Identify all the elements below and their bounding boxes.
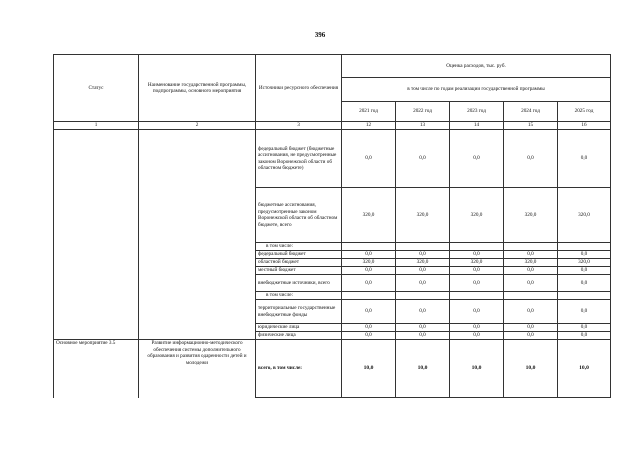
value-cell	[450, 243, 504, 251]
page-number: 396	[314, 31, 326, 39]
source-cell: в том числе:	[256, 243, 342, 251]
source-cell: местный бюджет	[256, 267, 342, 275]
source-cell: всего, в том числе:	[256, 340, 342, 398]
value-cell: 0,0	[396, 267, 450, 275]
source-cell: внебюджетные источники, всего	[256, 275, 342, 292]
value-cell: 0,0	[558, 332, 611, 340]
column-number: 16	[558, 122, 611, 130]
value-cell: 0,0	[450, 332, 504, 340]
value-cell: 0,0	[504, 324, 558, 332]
value-cell: 0,0	[558, 300, 611, 324]
value-cell: 0,0	[558, 251, 611, 259]
value-cell: 0,0	[558, 324, 611, 332]
value-cell: 0,0	[396, 251, 450, 259]
value-cell: 0,0	[342, 324, 396, 332]
value-cell: 0,0	[504, 275, 558, 292]
value-cell: 10,0	[450, 340, 504, 398]
value-cell	[504, 243, 558, 251]
name-cell: Развитие информационно-методического обеспечения системы дополнительного образования и развития одаренности детей и молодежи	[139, 340, 256, 398]
value-cell: 0,0	[504, 130, 558, 188]
header-year: 2024 год	[504, 102, 558, 122]
table-row	[54, 340, 611, 398]
source-cell: бюджетные ассигнования, предусмотренные законом Воронежской области об областном бюджете, всего	[256, 188, 342, 243]
header-estimate: Оценка расходов, тыс. руб.	[342, 55, 611, 78]
value-cell: 320,0	[558, 188, 611, 243]
value-cell	[396, 243, 450, 251]
value-cell: 0,0	[396, 324, 450, 332]
value-cell: 320,0	[504, 259, 558, 267]
value-cell: 320,0	[396, 188, 450, 243]
source-cell: территориальные государственные внебюджетные фонды	[256, 300, 342, 324]
header-sources: Источники ресурсного обеспечения	[256, 55, 342, 122]
header-status: Статус	[54, 55, 139, 122]
status-cell-empty	[54, 130, 139, 340]
value-cell	[450, 292, 504, 300]
header-year: 2021 год	[342, 102, 396, 122]
value-cell	[342, 243, 396, 251]
column-number: 2	[139, 122, 256, 130]
value-cell: 0,0	[450, 324, 504, 332]
value-cell: 0,0	[450, 267, 504, 275]
value-cell: 320,0	[504, 188, 558, 243]
value-cell: 0,0	[396, 300, 450, 324]
value-cell	[504, 292, 558, 300]
value-cell: 320,0	[342, 259, 396, 267]
value-cell: 320,0	[396, 259, 450, 267]
value-cell: 0,0	[504, 300, 558, 324]
source-cell: федеральный бюджет (бюджетные ассигнования, не предусмотренные законом Воронежской области об областном бюджете)	[256, 130, 342, 188]
value-cell: 0,0	[342, 267, 396, 275]
column-number: 1	[54, 122, 139, 130]
source-cell: в том числе:	[256, 292, 342, 300]
header-name: Наименование государственной программы, подпрограммы, основного мероприятия	[139, 55, 256, 122]
source-cell: областной бюджет	[256, 259, 342, 267]
value-cell: 320,0	[450, 188, 504, 243]
value-cell: 0,0	[558, 275, 611, 292]
value-cell: 0,0	[396, 275, 450, 292]
value-cell: 0,0	[450, 275, 504, 292]
value-cell	[342, 292, 396, 300]
value-cell: 0,0	[342, 130, 396, 188]
header-year: 2025 год	[558, 102, 611, 122]
source-cell: федеральный бюджет	[256, 251, 342, 259]
value-cell: 0,0	[396, 332, 450, 340]
value-cell: 0,0	[558, 267, 611, 275]
header-year: 2022 год	[396, 102, 450, 122]
table-row	[54, 130, 611, 188]
column-number: 14	[450, 122, 504, 130]
value-cell: 0,0	[342, 332, 396, 340]
source-cell: физические лица	[256, 332, 342, 340]
value-cell: 0,0	[450, 300, 504, 324]
column-number: 3	[256, 122, 342, 130]
value-cell: 10,0	[504, 340, 558, 398]
status-cell: Основное мероприятие 3.5	[54, 340, 139, 398]
value-cell: 0,0	[342, 300, 396, 324]
value-cell: 0,0	[342, 275, 396, 292]
value-cell: 320,0	[342, 188, 396, 243]
column-number: 13	[396, 122, 450, 130]
resource-table	[53, 54, 611, 398]
value-cell: 10,0	[396, 340, 450, 398]
value-cell	[558, 243, 611, 251]
value-cell: 0,0	[396, 130, 450, 188]
column-number: 12	[342, 122, 396, 130]
value-cell	[558, 292, 611, 300]
header-year: 2023 год	[450, 102, 504, 122]
value-cell: 10,0	[342, 340, 396, 398]
value-cell: 0,0	[504, 332, 558, 340]
column-number: 15	[504, 122, 558, 130]
value-cell: 320,0	[558, 259, 611, 267]
value-cell	[396, 292, 450, 300]
header-by-years: в том числе по годам реализации государственной программы	[342, 78, 611, 102]
value-cell: 0,0	[504, 267, 558, 275]
value-cell: 0,0	[450, 251, 504, 259]
value-cell: 0,0	[342, 251, 396, 259]
value-cell: 10,0	[558, 340, 611, 398]
name-cell-empty	[139, 130, 256, 340]
value-cell: 0,0	[450, 130, 504, 188]
value-cell: 320,0	[450, 259, 504, 267]
source-cell: юридические лица	[256, 324, 342, 332]
value-cell: 0,0	[558, 130, 611, 188]
value-cell: 0,0	[504, 251, 558, 259]
